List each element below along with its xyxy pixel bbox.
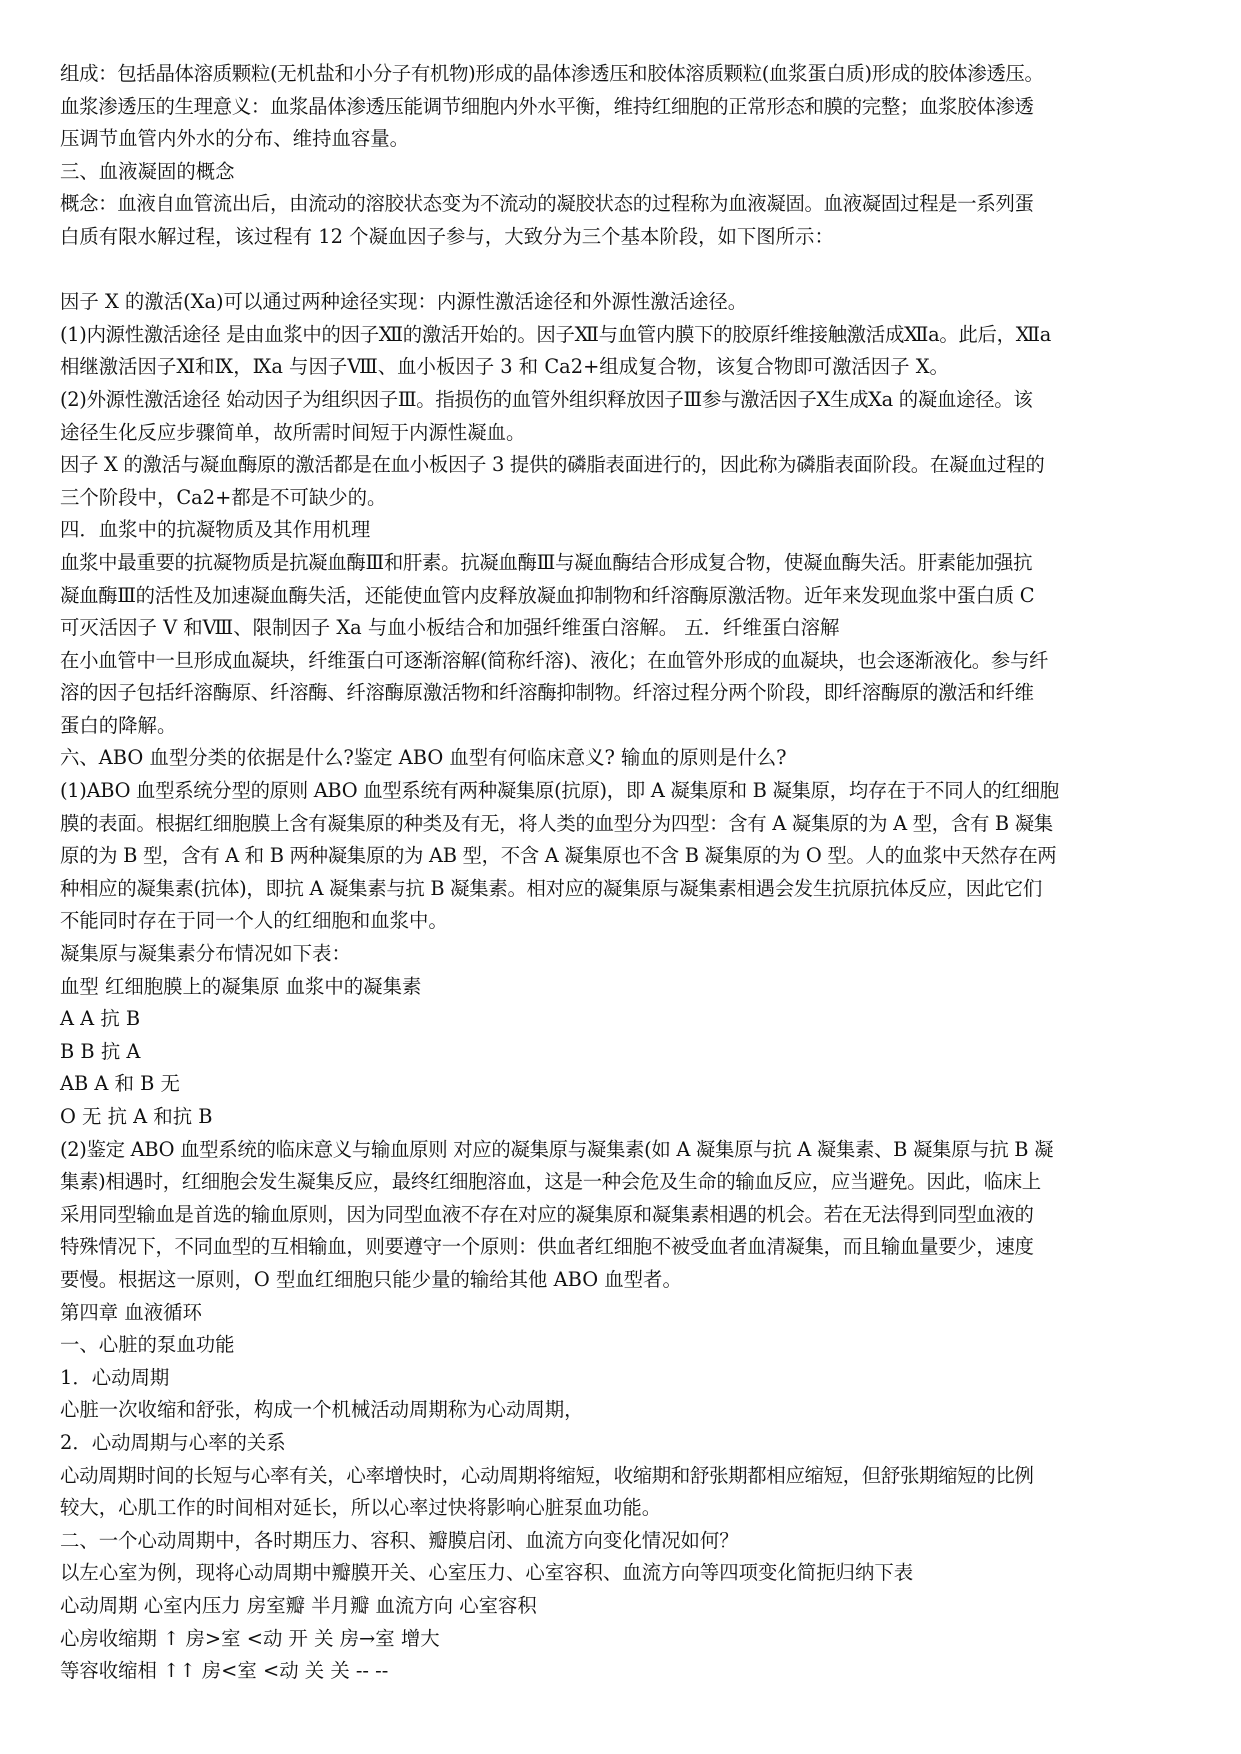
text-line: 集素)相遇时，红细胞会发生凝集反应，最终红细胞溶血，这是一种会危及生命的输血反应，应当避免。因此，临床上 — [60, 1170, 1041, 1194]
subsection-heading: 1．心动周期 — [60, 1365, 170, 1389]
text-line: 溶的因子包括纤溶酶原、纤溶酶、纤溶酶原激活物和纤溶酶抑制物。纤溶过程分两个阶段，即纤溶酶原的激活和纤维 — [60, 681, 1034, 705]
section-heading: 四．血浆中的抗凝物质及其作用机理 — [60, 518, 371, 542]
text-line: 心动周期时间的长短与心率有关，心率增快时，心动周期将缩短，收缩期和舒张期都相应缩短，但舒张期缩短的比例 — [60, 1463, 1034, 1487]
text-line: 因子 X 的激活(Xa)可以通过两种途径实现：内源性激活途径和外源性激活途径。 — [60, 290, 748, 314]
text-line: (1)内源性激活途径 是由血浆中的因子Ⅻ的激活开始的。因子Ⅻ与血管内膜下的胶原纤维接触激活成Ⅻa。此后，Ⅻa — [60, 322, 1051, 346]
text-line: 凝集原与凝集素分布情况如下表： — [60, 942, 351, 966]
text-line: 种相应的凝集素(抗体)，即抗 A 凝集素与抗 B 凝集素。相对应的凝集原与凝集素相遇会发生抗原抗体反应，因此它们 — [60, 876, 1042, 900]
text-line: 特殊情况下，不同血型的互相输血，则要遵守一个原则：供血者红细胞不被受血者血清凝集，而且输血量要少，速度 — [60, 1235, 1034, 1259]
text-line: 血浆中最重要的抗凝物质是抗凝血酶Ⅲ和肝素。抗凝血酶Ⅲ与凝血酶结合形成复合物，使凝血酶失活。肝素能加强抗 — [60, 550, 1033, 574]
table-row-line: B B 抗 A — [60, 1039, 141, 1063]
text-line: 途径生化反应步骤简单，故所需时间短于内源性凝血。 — [60, 420, 526, 444]
section-heading: 六、ABO 血型分类的依据是什么?鉴定 ABO 血型有何临床意义? 输血的原则是什么? — [60, 746, 787, 770]
text-line: 膜的表面。根据红细胞膜上含有凝集原的种类及有无，将人类的血型分为四型：含有 A 凝集原的为 A 型，含有 B 凝集 — [60, 811, 1053, 835]
text-line: 在小血管中一旦形成血凝块，纤维蛋白可逐渐溶解(简称纤溶)、液化；在血管外形成的血凝块，也会逐渐液化。参与纤 — [60, 648, 1049, 672]
text-line: 较大，心肌工作的时间相对延长，所以心率过快将影响心脏泵血功能。 — [60, 1496, 662, 1520]
subsection-heading: 2．心动周期与心率的关系 — [60, 1430, 286, 1454]
section-heading: 一、心脏的泵血功能 — [60, 1333, 235, 1357]
text-line: 因子 X 的激活与凝血酶原的激活都是在血小板因子 3 提供的磷脂表面进行的，因此称为磷脂表面阶段。在凝血过程的 — [60, 453, 1045, 477]
table-row-line: AB A 和 B 无 — [60, 1072, 180, 1096]
section-heading: 二、一个心动周期中，各时期压力、容积、瓣膜启闭、血流方向变化情况如何？ — [60, 1528, 739, 1552]
table-row-line: A A 抗 B — [60, 1007, 141, 1031]
text-line: 组成：包括晶体溶质颗粒(无机盐和小分子有机物)形成的晶体渗透压和胶体溶质颗粒(血浆蛋白质)形成的胶体渗透压。 — [60, 62, 1044, 85]
table-row-line: 心房收缩期 ↑ 房>室 <动 开 关 房→室 增大 — [60, 1626, 440, 1650]
text-line: 要慢。根据这一原则，O 型血红细胞只能少量的输给其他 ABO 血型者。 — [60, 1267, 682, 1291]
text-line: 概念：血液自血管流出后，由流动的溶胶状态变为不流动的凝胶状态的过程称为血液凝固。血液凝固过程是一系列蛋 — [60, 192, 1034, 216]
text-line: 血浆渗透压的生理意义：血浆晶体渗透压能调节细胞内外水平衡，维持红细胞的正常形态和膜的完整；血浆胶体渗透 — [60, 94, 1034, 118]
text-line: 以左心室为例，现将心动周期中瓣膜开关、心室压力、心室容积、血流方向等四项变化简扼归纳下表 — [60, 1561, 914, 1585]
table-row-line: O 无 抗 A 和抗 B — [60, 1105, 213, 1128]
text-line: 原的为 B 型，含有 A 和 B 两种凝集原的为 AB 型，不含 A 凝集原也不含 B 凝集原的为 O 型。人的血浆中天然存在两 — [60, 844, 1057, 868]
text-line: 采用同型输血是首选的输血原则，因为同型血液不存在对应的凝集原和凝集素相遇的机会。若在无法得到同型血液的 — [60, 1202, 1034, 1226]
table-header-line: 血型 红细胞膜上的凝集原 血浆中的凝集素 — [60, 974, 422, 998]
blank-line — [60, 254, 1181, 287]
text-line: 相继激活因子Ⅺ和Ⅸ，Ⅸa 与因子Ⅷ、血小板因子 3 和 Ca2+组成复合物，该复合物即可激活因子 X。 — [60, 355, 949, 379]
text-line: 蛋白的降解。 — [60, 713, 177, 737]
text-line: (2)鉴定 ABO 血型系统的临床意义与输血原则 对应的凝集原与凝集素(如 A 凝集原与抗 A 凝集素、B 凝集原与抗 B 凝 — [60, 1137, 1054, 1161]
text-line: 不能同时存在于同一个人的红细胞和血浆中。 — [60, 909, 448, 933]
text-line: (2)外源性激活途径 始动因子为组织因子Ⅲ。指损伤的血管外组织释放因子Ⅲ参与激活因子Ⅹ生成Ⅹa 的凝血途径。该 — [60, 387, 1033, 411]
text-line: 三个阶段中，Ca2+都是不可缺少的。 — [60, 485, 387, 509]
text-line: (1)ABO 血型系统分型的原则 ABO 血型系统有两种凝集原(抗原)，即 A 凝集原和 B 凝集原，均存在于不同人的红细胞 — [60, 779, 1059, 803]
section-heading: 三、血液凝固的概念 — [60, 159, 235, 183]
chapter-heading: 第四章 血液循环 — [60, 1300, 202, 1324]
text-line: 白质有限水解过程，该过程有 12 个凝血因子参与，大致分为三个基本阶段，如下图所示： — [60, 224, 834, 248]
table-header-line: 心动周期 心室内压力 房室瓣 半月瓣 血流方向 心室容积 — [60, 1593, 537, 1617]
text-line: 压调节血管内外水的分布、维持血容量。 — [60, 127, 410, 151]
text-line: 可灭活因子 V 和Ⅷ、限制因子 Xa 与血小板结合和加强纤维蛋白溶解。 五．纤维蛋白溶解 — [60, 616, 840, 640]
text-line: 凝血酶Ⅲ的活性及加速凝血酶失活，还能使血管内皮释放凝血抑制物和纤溶酶原激活物。近年来发现血浆中蛋白质 C — [60, 583, 1035, 607]
table-row-line: 等容收缩相 ↑↑ 房<室 <动 关 关 -- -- — [60, 1659, 389, 1683]
text-line: 心脏一次收缩和舒张，构成一个机械活动周期称为心动周期， — [60, 1398, 584, 1422]
